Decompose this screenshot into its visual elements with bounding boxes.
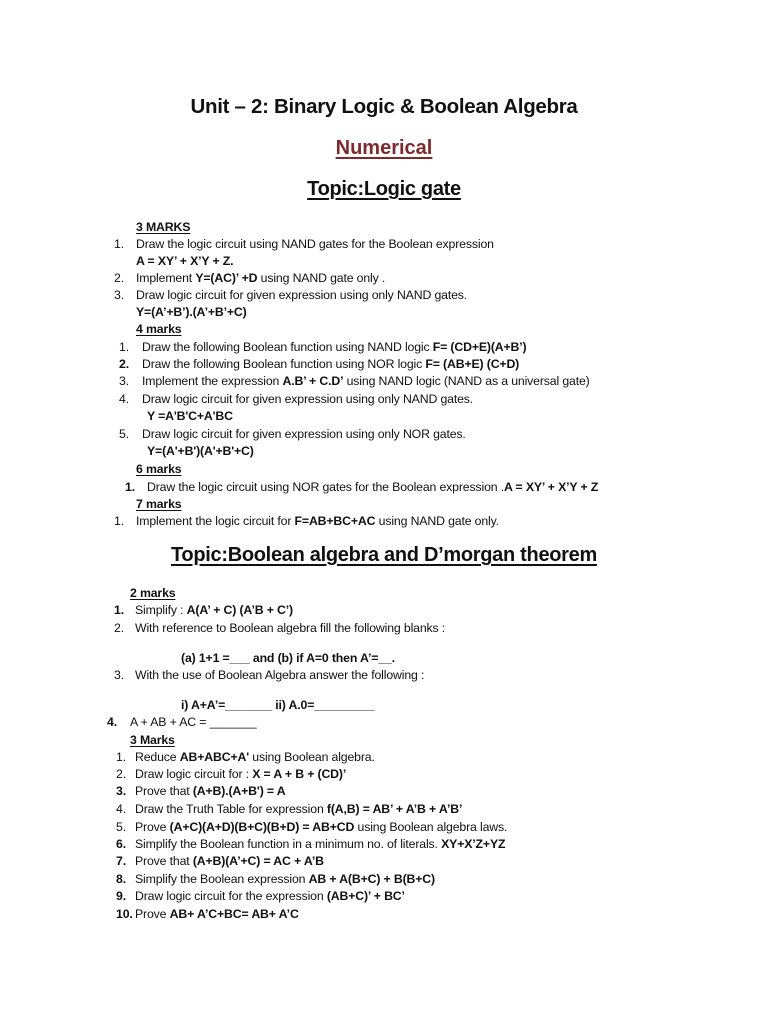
question-text: Prove bbox=[135, 907, 170, 921]
expression-line bbox=[136, 304, 247, 320]
list-item bbox=[114, 620, 445, 636]
expression: AB+ABC+A' bbox=[179, 750, 249, 764]
item-number: 5. bbox=[119, 427, 129, 441]
expression: Y =A'B'C+A'BC bbox=[147, 409, 233, 423]
question-text: Prove bbox=[135, 820, 170, 834]
question-text: With reference to Boolean algebra fill the following blanks : bbox=[135, 621, 446, 635]
question-text: Draw the logic circuit using NAND gates for the Boolean expression bbox=[136, 237, 494, 251]
item-number: 2. bbox=[114, 621, 124, 635]
question-text: using Boolean algebra. bbox=[249, 750, 375, 764]
list-item bbox=[116, 906, 299, 922]
question-text: using NAND gate only . bbox=[257, 271, 386, 285]
item-number: 8. bbox=[116, 872, 126, 886]
item-number: 5. bbox=[116, 820, 126, 834]
question-text: With the use of Boolean Algebra answer the following : bbox=[135, 668, 425, 682]
fill-blanks: i) A+A’=_______ ii) A.0=_________ bbox=[181, 698, 375, 712]
expression: F= (CD+E)(A+B’) bbox=[432, 340, 527, 354]
question-text: Simplify : bbox=[135, 603, 187, 617]
item-number: 1. bbox=[116, 750, 126, 764]
question-text: using Boolean algebra laws. bbox=[354, 820, 508, 834]
marks-heading-7: 7 marks bbox=[136, 497, 182, 511]
expression: Y=(A’+B’).(A’+B’+C) bbox=[136, 305, 247, 319]
question-text: using NAND logic (NAND as a universal gate) bbox=[343, 374, 590, 388]
expression: (A+B).(A+B') = A bbox=[192, 784, 286, 798]
expression: AB+ A’C+BC= AB+ A’C bbox=[169, 907, 299, 921]
marks-heading-2: 2 marks bbox=[130, 586, 176, 600]
section-title: Numerical bbox=[335, 137, 433, 159]
list-item bbox=[116, 853, 324, 869]
list-item bbox=[114, 287, 467, 303]
item-number: 3. bbox=[116, 784, 126, 798]
item-number: 2. bbox=[114, 271, 124, 285]
list-item bbox=[116, 749, 375, 765]
question-text: Prove that bbox=[135, 854, 193, 868]
expression: XY+X’Z+YZ bbox=[441, 837, 506, 851]
question-text: Draw logic circuit for given expression using only NOR gates. bbox=[142, 427, 466, 441]
item-number: 4. bbox=[107, 715, 117, 729]
expression-line bbox=[136, 253, 233, 269]
expression: f(A,B) = AB’ + A’B + A’B’ bbox=[326, 802, 463, 816]
question-text: Implement bbox=[136, 271, 196, 285]
unit-title: Unit – 2: Binary Logic & Boolean Algebra bbox=[190, 95, 578, 118]
question-text: Draw the Truth Table for expression bbox=[135, 802, 327, 816]
list-item bbox=[119, 391, 473, 407]
item-number: 2. bbox=[116, 767, 126, 781]
list-item bbox=[114, 513, 499, 529]
topic-heading-logic-gate: Topic:Logic gate bbox=[307, 178, 461, 200]
list-item bbox=[119, 373, 590, 389]
expression: (AB+C)’ + BC’ bbox=[326, 889, 405, 903]
item-number: 1. bbox=[119, 340, 129, 354]
question-text: Draw logic circuit for given expression using only NAND gates. bbox=[136, 288, 468, 302]
list-item bbox=[116, 801, 462, 817]
question-text: Draw the following Boolean function using NOR logic bbox=[142, 357, 426, 371]
blank-line bbox=[181, 650, 395, 666]
expression: A.B’ + C.D’ bbox=[282, 374, 344, 388]
list-item bbox=[116, 783, 285, 799]
expression: A = XY’ + X’Y + Z bbox=[503, 480, 599, 494]
list-item bbox=[107, 714, 256, 730]
expression: (A+B)(A’+C) = AC + A’B bbox=[192, 854, 324, 868]
expression: F= (AB+E) (C+D) bbox=[425, 357, 520, 371]
item-number: 3. bbox=[114, 288, 124, 302]
marks-heading-6: 6 marks bbox=[136, 462, 182, 476]
list-item bbox=[116, 819, 507, 835]
item-number: 10. bbox=[116, 907, 133, 921]
expression: X = A + B + (CD)’ bbox=[252, 767, 347, 781]
item-number: 1. bbox=[114, 603, 124, 617]
question-text: Draw logic circuit for : bbox=[135, 767, 253, 781]
question-text: Reduce bbox=[135, 750, 180, 764]
list-item bbox=[114, 602, 293, 618]
list-item bbox=[114, 236, 494, 252]
item-number: 3. bbox=[114, 668, 124, 682]
item-number: 4. bbox=[116, 802, 126, 816]
expression-line bbox=[147, 443, 254, 459]
item-number: 2. bbox=[119, 357, 129, 371]
list-item bbox=[119, 426, 466, 442]
question-text: A + AB + AC = _______ bbox=[130, 715, 257, 729]
expression: AB + A(B+C) + B(B+C) bbox=[308, 872, 435, 886]
expression: A(A’ + C) (A’B + C’) bbox=[186, 603, 293, 617]
list-item bbox=[125, 479, 598, 495]
list-item bbox=[116, 888, 405, 904]
topic-heading-boolean-algebra: Topic:Boolean algebra and D’morgan theorem bbox=[171, 544, 597, 566]
blank-line bbox=[181, 697, 374, 713]
item-number: 4. bbox=[119, 392, 129, 406]
marks-heading-4: 4 marks bbox=[136, 322, 182, 336]
question-text: Simplify the Boolean expression bbox=[135, 872, 309, 886]
expression-line bbox=[147, 408, 233, 424]
question-text: Prove that bbox=[135, 784, 193, 798]
list-item bbox=[119, 356, 519, 372]
item-number: 3. bbox=[119, 374, 129, 388]
fill-blanks: (a) 1+1 =___ and (b) if A=0 then A’=__. bbox=[181, 651, 395, 665]
marks-heading-3: 3 MARKS bbox=[136, 220, 191, 234]
expression: Y=(AC)’ +D bbox=[195, 271, 258, 285]
item-number: 1. bbox=[125, 480, 135, 494]
item-number: 1. bbox=[114, 237, 124, 251]
expression: A = XY’ + X’Y + Z. bbox=[136, 254, 234, 268]
question-text: Implement the logic circuit for bbox=[136, 514, 295, 528]
item-number: 6. bbox=[116, 837, 126, 851]
marks-heading-3b: 3 Marks bbox=[130, 733, 175, 747]
item-number: 7. bbox=[116, 854, 126, 868]
expression: Y=(A'+B')(A'+B'+C) bbox=[147, 444, 254, 458]
expression: (A+C)(A+D)(B+C)(B+D) = AB+CD bbox=[169, 820, 355, 834]
question-text: using NAND gate only. bbox=[375, 514, 499, 528]
item-number: 9. bbox=[116, 889, 126, 903]
question-text: Simplify the Boolean function in a minimum no. of literals. bbox=[135, 837, 442, 851]
list-item bbox=[116, 766, 346, 782]
question-text: Implement the expression bbox=[142, 374, 283, 388]
list-item bbox=[116, 836, 505, 852]
question-text: Draw logic circuit for the expression bbox=[135, 889, 327, 903]
question-text: Draw the logic circuit using NOR gates for the Boolean expression . bbox=[147, 480, 504, 494]
list-item bbox=[114, 270, 385, 286]
item-number: 1. bbox=[114, 514, 124, 528]
question-text: Draw the following Boolean function using NAND logic bbox=[142, 340, 433, 354]
expression: F=AB+BC+AC bbox=[294, 514, 376, 528]
list-item bbox=[119, 339, 527, 355]
list-item bbox=[116, 871, 435, 887]
list-item bbox=[114, 667, 424, 683]
question-text: Draw logic circuit for given expression using only NAND gates. bbox=[142, 392, 474, 406]
